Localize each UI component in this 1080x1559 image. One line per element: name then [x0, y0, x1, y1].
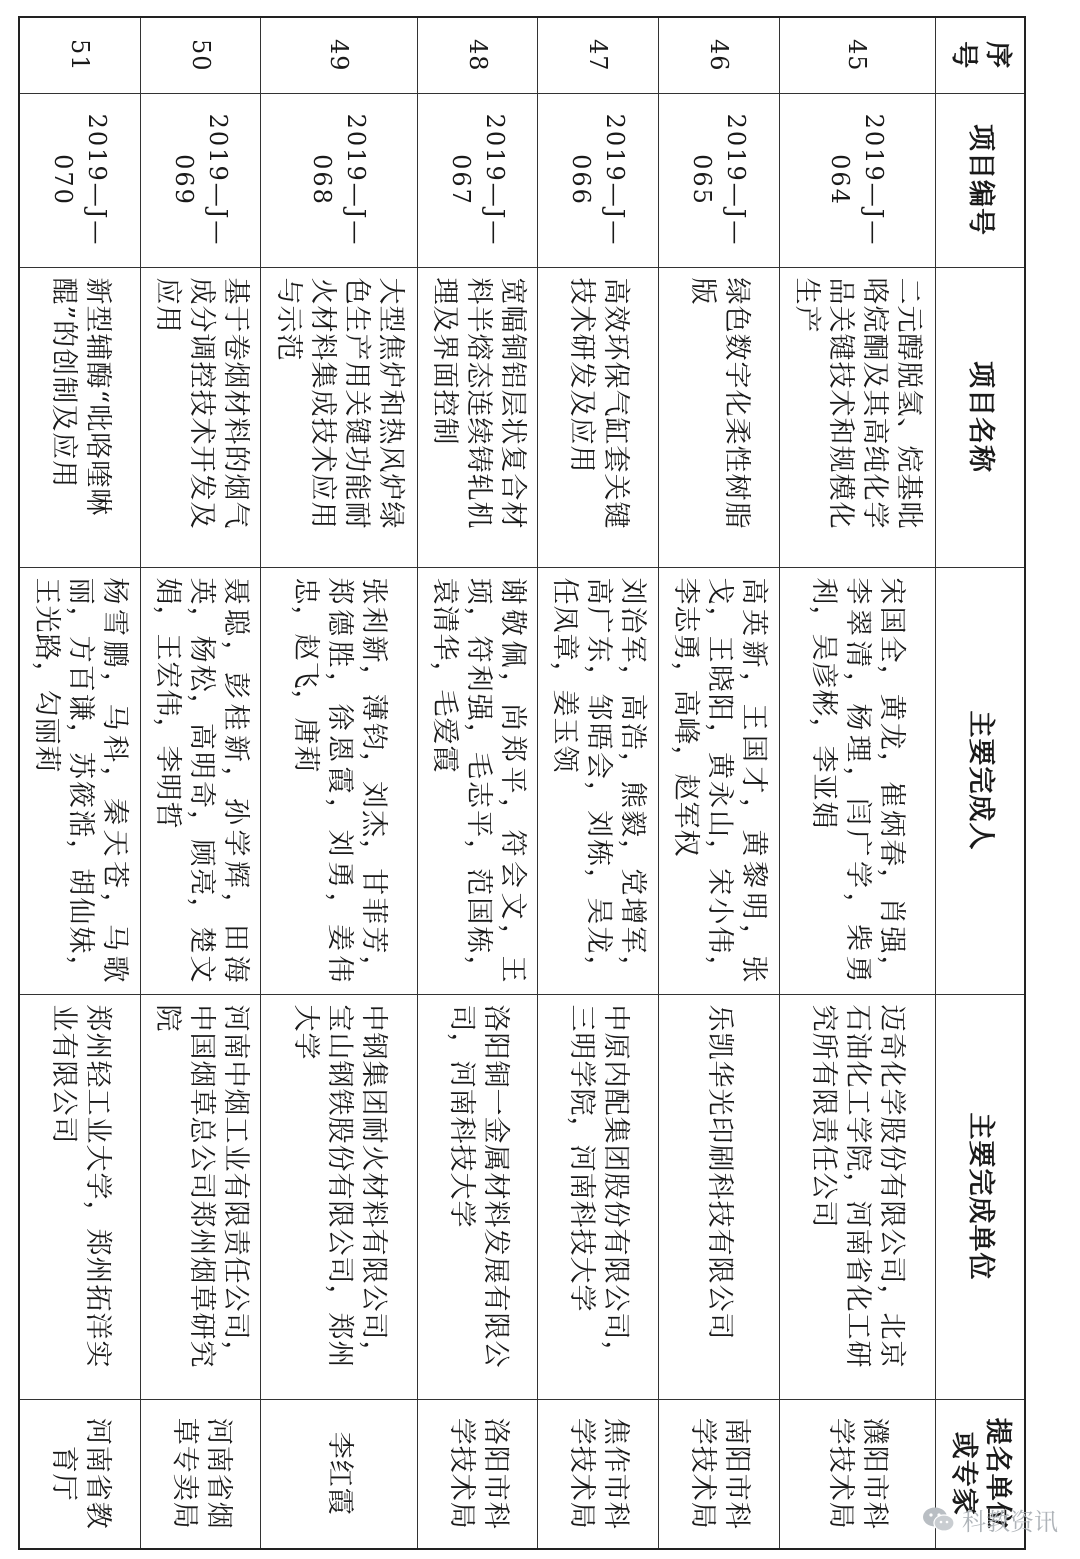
row-seq: 50 [140, 17, 261, 93]
header-seq: 序号 [936, 17, 1026, 93]
row-units: 中原内配集团股份有限公司，三明学院，河南科技大学 [538, 994, 659, 1399]
row-name: 宽幅铜铝层状复合材料半熔态连续铸轧机理及界面控制 [417, 267, 538, 567]
project-table [18, 16, 1026, 1550]
row-code: 2019—J—070 [19, 93, 140, 267]
row-seq: 46 [659, 17, 780, 93]
row-units: 河南中烟工业有限责任公司，中国烟草总公司郑州烟草研究院 [140, 994, 261, 1399]
row-name: 新型辅酶“吡咯喹啉醌”的创制及应用 [19, 267, 140, 567]
header-row [936, 17, 1026, 1549]
row-nominator: 焦作市科学技术局 [538, 1399, 659, 1549]
row-units: 乐凯华光印刷科技有限公司 [659, 994, 780, 1399]
row-name: 高效环保气缸套关键技术研发及应用 [538, 267, 659, 567]
row-nominator: 李红霞 [261, 1399, 417, 1549]
wechat-icon [922, 1506, 956, 1534]
row-name: 绿色数字化柔性树脂版 [659, 267, 780, 567]
rotated-table-container [18, 16, 1026, 1548]
row-nominator: 南阳市科学技术局 [659, 1399, 780, 1549]
row-seq: 49 [261, 17, 417, 93]
row-people: 宋国全，黄龙，崔炳春，肖强，李翠清，杨理，闫广学，柴勇利，吴彦彬，李亚娟 [779, 567, 935, 994]
row-people: 聂聪，彭桂新，孙学辉，田海英，杨松，高明奇，顾亮，楚文娟，王宏伟，李明哲 [140, 567, 261, 994]
row-name: 基于卷烟材料的烟气成分调控技术开发及应用 [140, 267, 261, 567]
table-row [140, 17, 261, 1549]
header-name: 项目名称 [936, 267, 1026, 567]
row-nominator: 洛阳市科学技术局 [417, 1399, 538, 1549]
row-code: 2019—J—068 [261, 93, 417, 267]
row-nominator: 濮阳市科学技术局 [779, 1399, 935, 1549]
row-seq: 47 [538, 17, 659, 93]
table-row [19, 17, 140, 1549]
header-code: 项目编号 [936, 93, 1026, 267]
row-seq: 51 [19, 17, 140, 93]
row-name: 大型焦炉和热风炉绿色生产用关键功能耐火材料集成技术应用与示范 [261, 267, 417, 567]
watermark [922, 1502, 1058, 1537]
table-row [538, 17, 659, 1549]
row-people: 刘治军，高浩，熊毅，党增军，高广东，邹晤会，刘栋，吴龙，任凤章，姜玉领 [538, 567, 659, 994]
table-row [779, 17, 935, 1549]
row-units: 迈奇化学股份有限公司，北京石油化工学院，河南省化工研究所有限责任公司 [779, 994, 935, 1399]
row-units: 中钢集团耐火材料有限公司，宝山钢铁股份有限公司，郑州大学 [261, 994, 417, 1399]
watermark-text: 科教资讯 [962, 1508, 1058, 1536]
row-code: 2019—J—066 [538, 93, 659, 267]
table-row [261, 17, 417, 1549]
header-nominator: 提名单位或专家 [936, 1399, 1026, 1549]
row-people: 高英新，王国才，黄黎明，张戈，王晓阳，黄永山，宋小伟，李志勇，高峰，赵军权 [659, 567, 780, 994]
row-seq: 45 [779, 17, 935, 93]
header-units: 主要完成单位 [936, 994, 1026, 1399]
row-nominator: 河南省教育厅 [19, 1399, 140, 1549]
table-row [659, 17, 780, 1549]
row-name: 二元醇脱氢、烷基吡咯烷酮及其高纯化学品关键技术和规模化生产 [779, 267, 935, 567]
row-code: 2019—J—064 [779, 93, 935, 267]
row-code: 2019—J—065 [659, 93, 780, 267]
row-people: 谢敬佩，尚郑平，符会文，王顼，符利强，毛志平，范国栋，袁清华，毛爱霞 [417, 567, 538, 994]
row-code: 2019—J—069 [140, 93, 261, 267]
row-code: 2019—J—067 [417, 93, 538, 267]
header-people: 主要完成人 [936, 567, 1026, 994]
row-people: 杨雪鹏，马科，秦天苍，马歌丽，方百谦，苏筱湉，胡仙妹，王光路，勾丽莉 [19, 567, 140, 994]
row-seq: 48 [417, 17, 538, 93]
row-nominator: 河南省烟草专卖局 [140, 1399, 261, 1549]
row-units: 郑州轻工业大学，郑州拓洋实业有限公司 [19, 994, 140, 1399]
row-people: 张利新，薄钧，刘杰，甘菲芳，郑德胜，徐恩霞，刘勇，姜伟忠，赵飞，唐莉 [261, 567, 417, 994]
table-row [417, 17, 538, 1549]
row-units: 洛阳铜一金属材料发展有限公司，河南科技大学 [417, 994, 538, 1399]
